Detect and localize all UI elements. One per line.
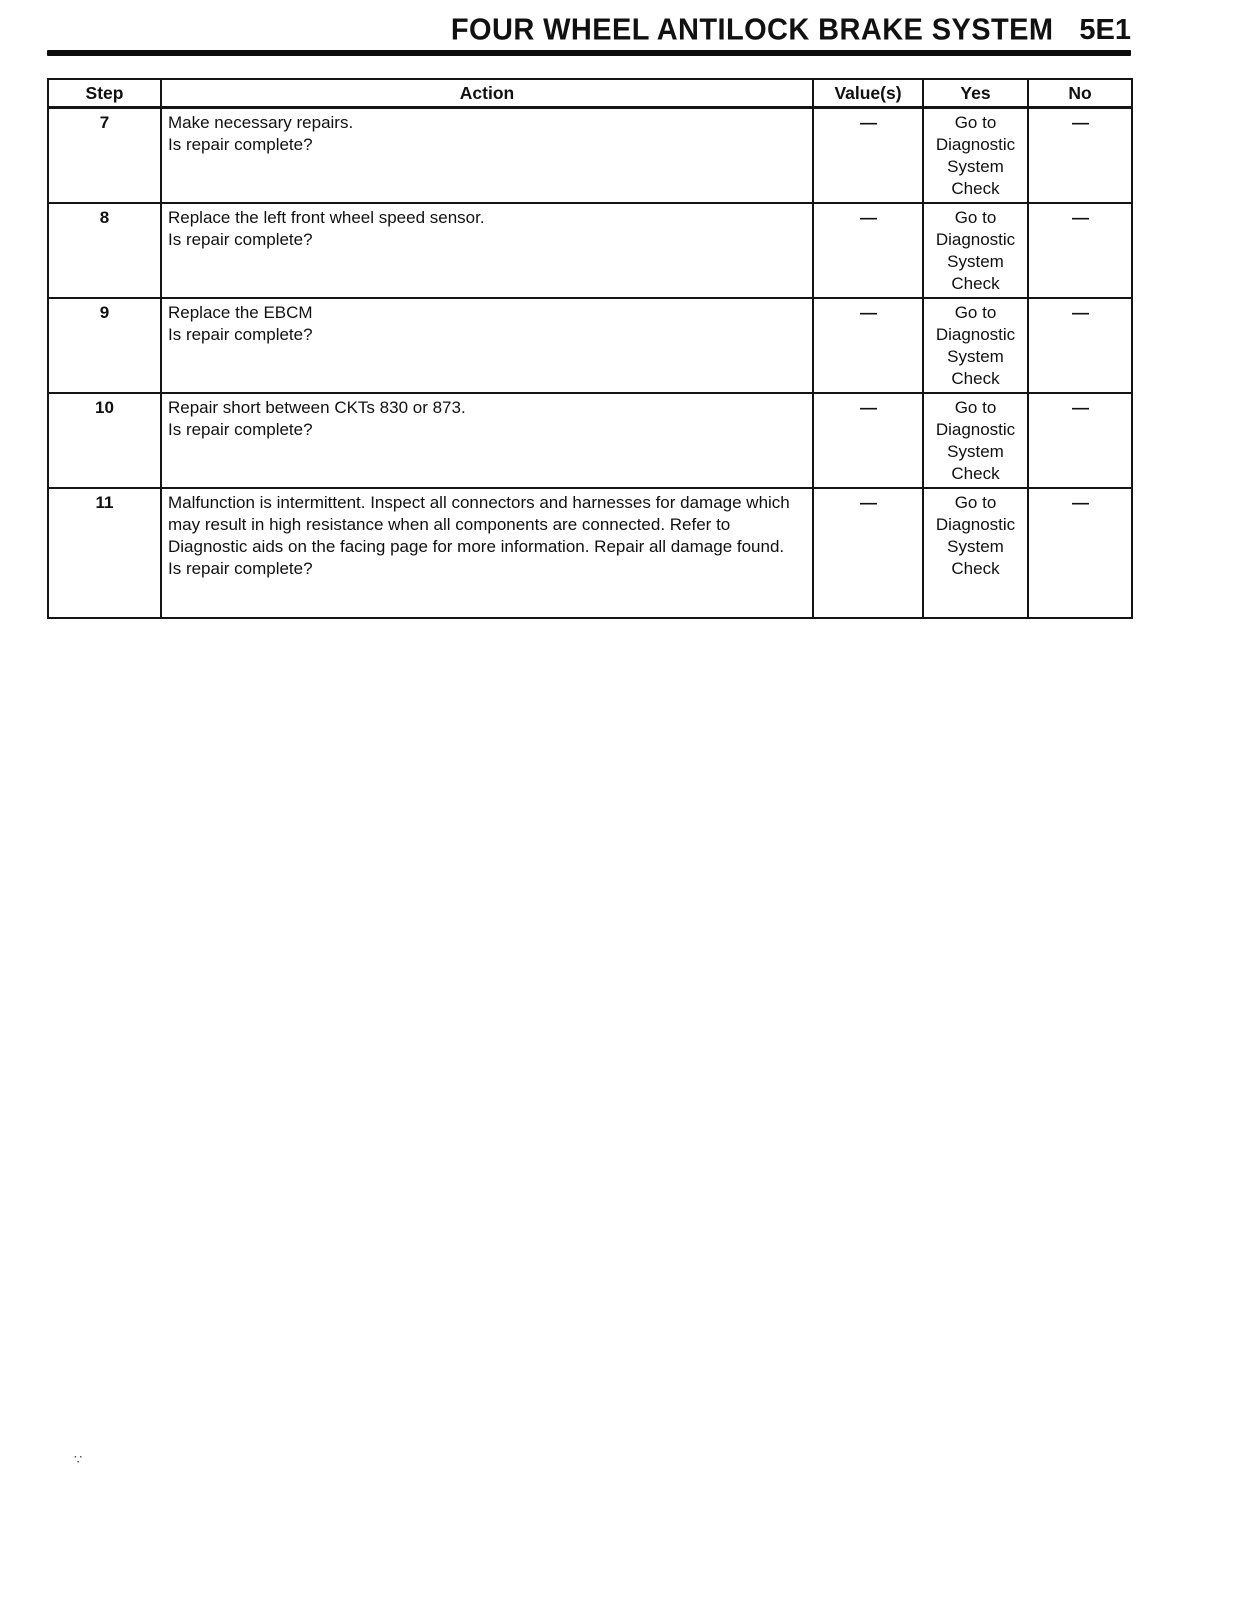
manual-page xyxy=(47,0,1131,619)
no-cell: — xyxy=(1028,298,1132,393)
column-header-values: Value(s) xyxy=(813,79,923,108)
column-header-action: Action xyxy=(161,79,813,108)
yes-cell: Go to Diagnostic System Check xyxy=(923,108,1028,204)
table-row-step-9 xyxy=(48,298,1132,393)
table-row-step-8 xyxy=(48,203,1132,298)
no-cell: — xyxy=(1028,108,1132,204)
step-number: 8 xyxy=(48,203,161,298)
action-cell xyxy=(161,488,813,618)
diagnostic-table xyxy=(47,78,1133,619)
values-cell: — xyxy=(813,298,923,393)
yes-cell: Go to Diagnostic System Check xyxy=(923,203,1028,298)
no-cell: — xyxy=(1028,203,1132,298)
action-text: Replace the left front wheel speed sensor. xyxy=(168,208,485,228)
action-text: Make necessary repairs. xyxy=(168,113,354,133)
column-header-yes: Yes xyxy=(923,79,1028,108)
column-header-step: Step xyxy=(48,79,161,108)
no-cell: — xyxy=(1028,488,1132,618)
values-cell: — xyxy=(813,203,923,298)
table-header-row xyxy=(48,79,1132,108)
step-number: 10 xyxy=(48,393,161,488)
step-number: 7 xyxy=(48,108,161,204)
action-cell xyxy=(161,203,813,298)
step-number: 11 xyxy=(48,488,161,618)
table-row-step-11 xyxy=(48,488,1132,618)
values-cell: — xyxy=(813,488,923,618)
values-cell: — xyxy=(813,393,923,488)
action-question: Is repair complete? xyxy=(168,135,313,155)
action-text: Replace the EBCM xyxy=(168,303,313,323)
page-title: FOUR WHEEL ANTILOCK BRAKE SYSTEM xyxy=(450,13,1054,47)
column-header-no: No xyxy=(1028,79,1132,108)
title-rule xyxy=(47,50,1131,56)
action-cell xyxy=(161,298,813,393)
table-row-step-10 xyxy=(48,393,1132,488)
scan-artifact: ∵ xyxy=(74,1452,84,1467)
action-question: Is repair complete? xyxy=(168,420,313,440)
action-cell xyxy=(161,108,813,204)
action-question: Is repair complete? xyxy=(168,325,313,345)
table-row-step-7 xyxy=(48,108,1132,204)
no-cell: — xyxy=(1028,393,1132,488)
step-number: 9 xyxy=(48,298,161,393)
action-question: Is repair complete? xyxy=(168,230,313,250)
page-section-code: 5E1 xyxy=(1079,14,1131,46)
yes-cell: Go to Diagnostic System Check xyxy=(923,488,1028,618)
yes-cell: Go to Diagnostic System Check xyxy=(923,393,1028,488)
action-text: Malfunction is intermittent. Inspect all connectors and harnesses for damage which may result in high resistance when all components are connected. Refer to Diagnostic aids on the facing page for more information. Repair all damage found. xyxy=(168,493,790,556)
page-header xyxy=(47,0,1131,56)
action-cell xyxy=(161,393,813,488)
yes-cell: Go to Diagnostic System Check xyxy=(923,298,1028,393)
action-question: Is repair complete? xyxy=(168,558,313,578)
action-text: Repair short between CKTs 830 or 873. xyxy=(168,398,466,418)
values-cell: — xyxy=(813,108,923,204)
